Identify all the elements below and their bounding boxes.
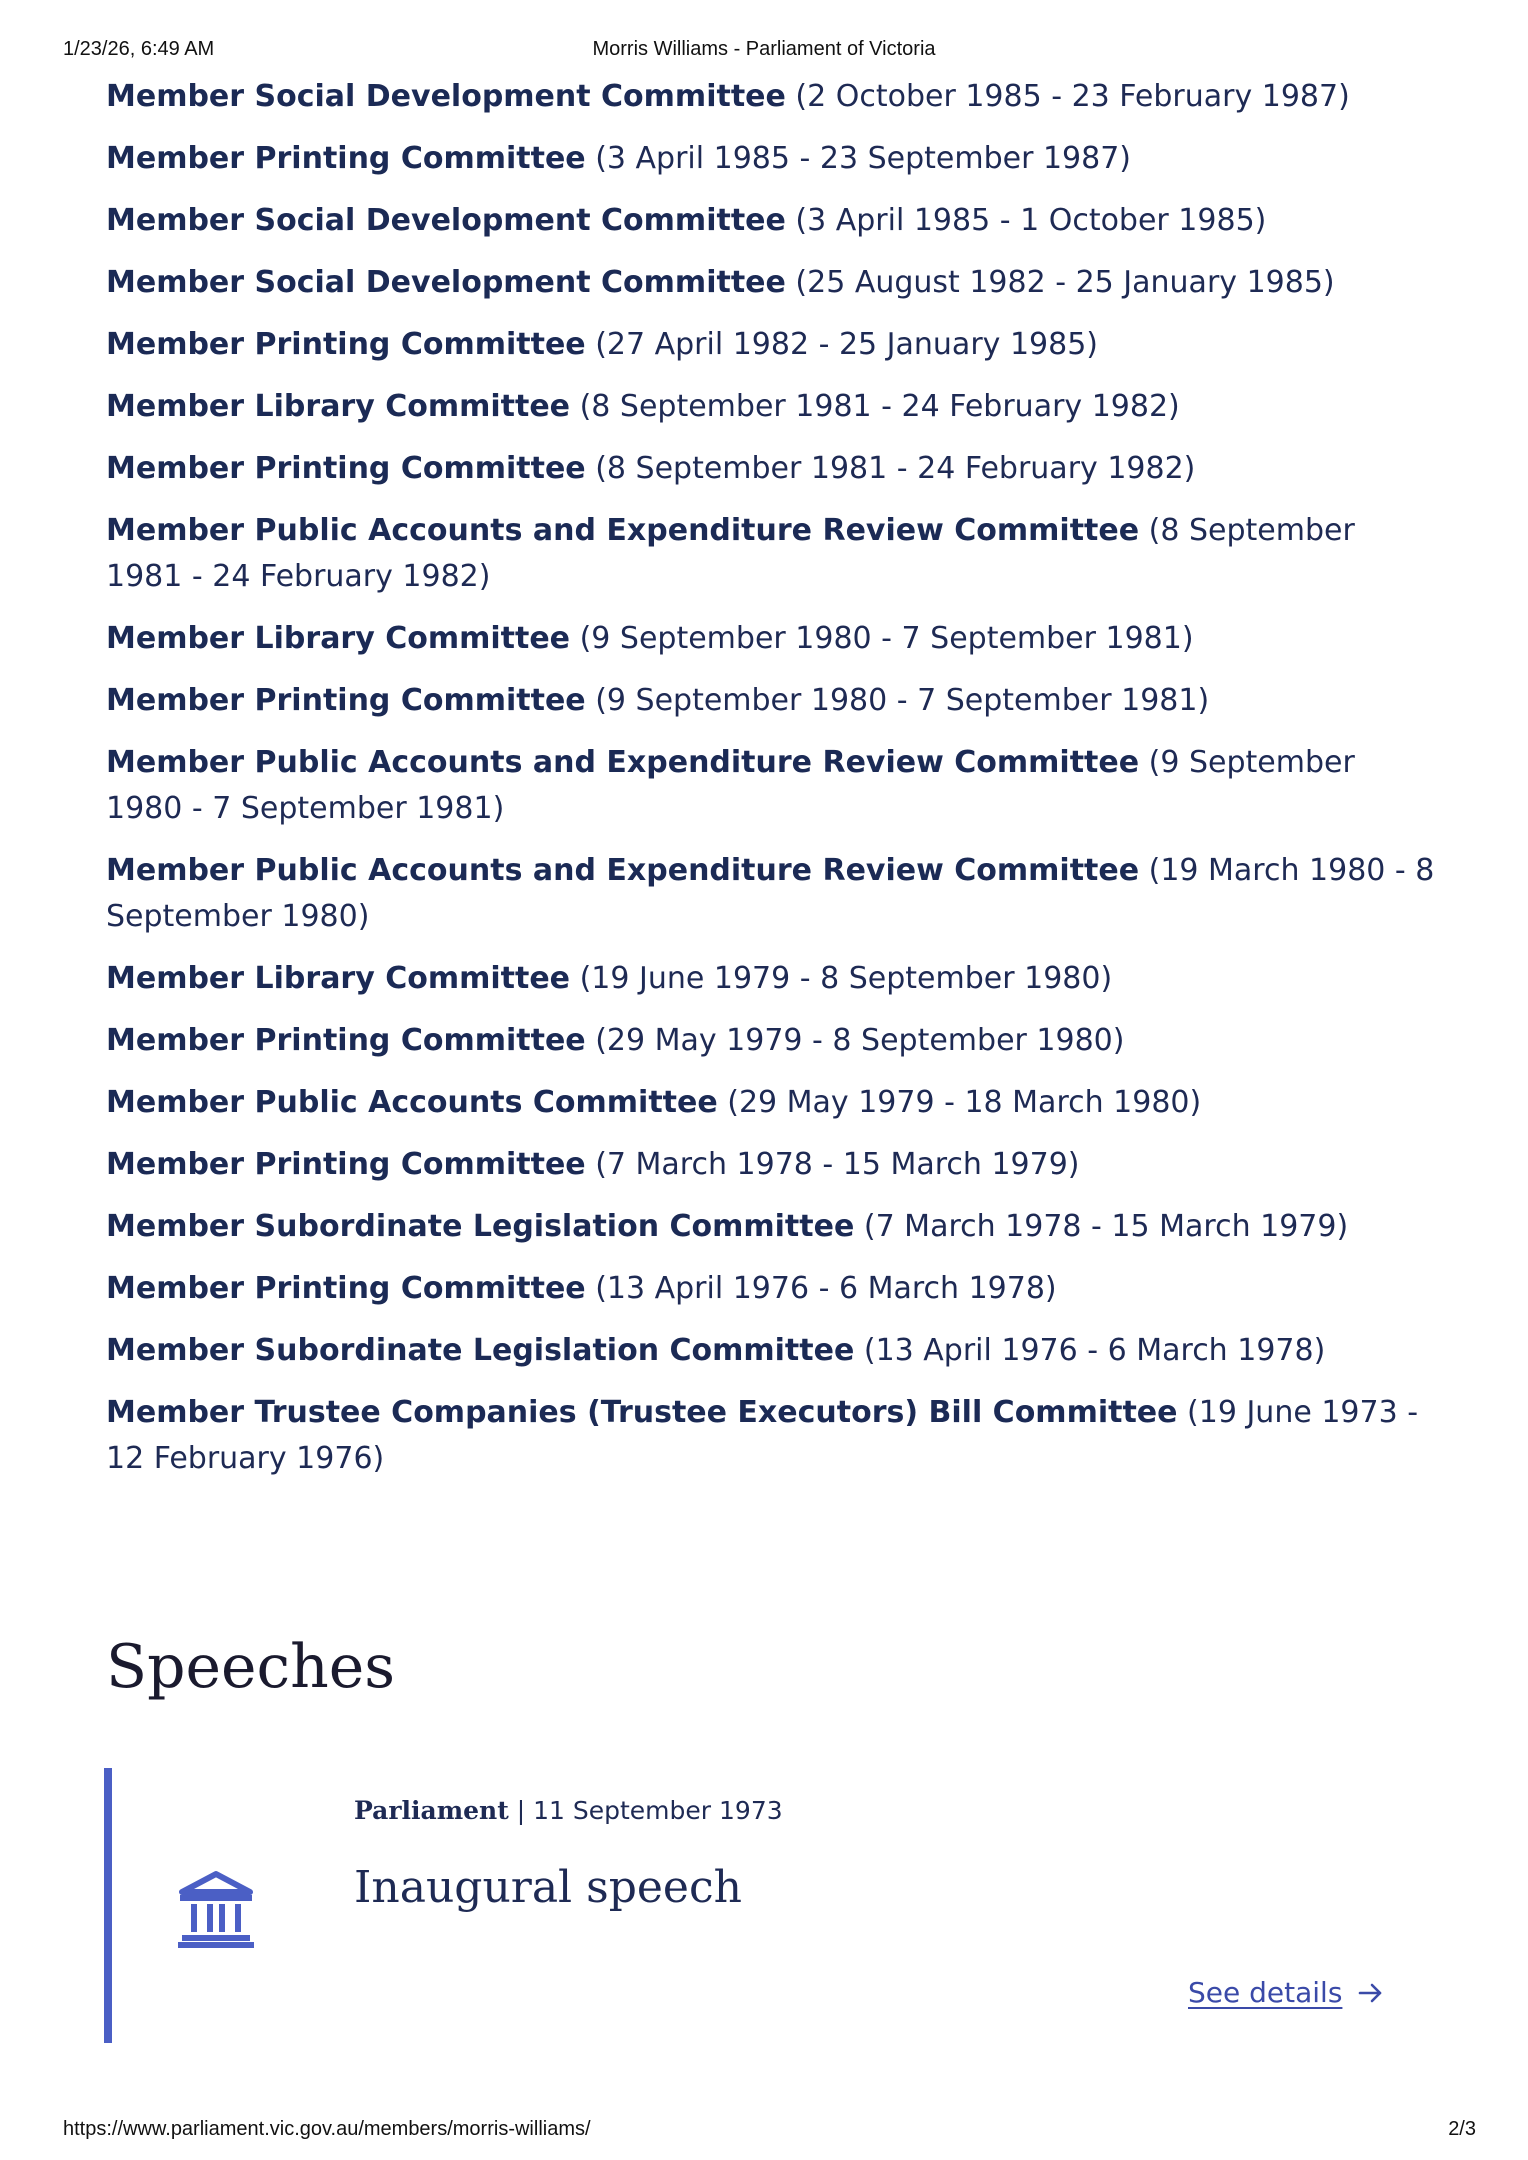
committee-item xyxy=(106,446,1436,492)
committee-dates: (3 April 1985 - 1 October 1985) xyxy=(795,203,1267,238)
committee-item xyxy=(106,136,1436,182)
committee-dates: (13 April 1976 - 6 March 1978) xyxy=(863,1333,1326,1368)
committee-list xyxy=(106,74,1436,1498)
committee-name: Member Printing Committee xyxy=(106,327,586,362)
committee-dates: (8 September 1981 - 24 February 1982) xyxy=(595,451,1196,486)
committee-name: Member Library Committee xyxy=(106,389,571,424)
committee-dates: (25 August 1982 - 25 January 1985) xyxy=(795,265,1335,300)
committee-dates: (29 May 1979 - 18 March 1980) xyxy=(727,1085,1202,1120)
page-number: 2/3 xyxy=(1448,2118,1476,2140)
committee-dates: (8 September 1981 - 24 February 1982) xyxy=(106,513,1355,594)
committee-dates: (7 March 1978 - 15 March 1979) xyxy=(595,1147,1080,1182)
committee-name: Member Printing Committee xyxy=(106,451,586,486)
print-url: https://www.parliament.vic.gov.au/members/morris-williams/ xyxy=(63,2118,591,2140)
committee-dates: (13 April 1976 - 6 March 1978) xyxy=(595,1271,1057,1306)
committee-item xyxy=(106,616,1436,662)
committee-item xyxy=(106,678,1436,724)
committee-dates: (8 September 1981 - 24 February 1982) xyxy=(579,389,1180,424)
committee-item xyxy=(106,260,1436,306)
committee-item xyxy=(106,384,1436,430)
committee-name: Member Printing Committee xyxy=(106,1023,586,1058)
committee-name: Member Subordinate Legislation Committee xyxy=(106,1209,855,1244)
committee-name: Member Public Accounts and Expenditure Review Committee xyxy=(106,745,1140,780)
see-details-label: See details xyxy=(1188,1976,1343,2009)
committee-item xyxy=(106,956,1436,1002)
committee-item xyxy=(106,1390,1436,1482)
committee-item xyxy=(106,740,1436,832)
committee-name: Member Printing Committee xyxy=(106,1271,586,1306)
speech-date: 11 September 1973 xyxy=(533,1796,783,1825)
print-header xyxy=(0,38,1528,68)
print-datetime: 1/23/26, 6:49 AM xyxy=(63,38,215,60)
committee-dates: (29 May 1979 - 8 September 1980) xyxy=(595,1023,1125,1058)
speech-title: Inaugural speech xyxy=(354,1862,742,1913)
committee-item xyxy=(106,1266,1436,1312)
committee-item xyxy=(106,1328,1436,1374)
speeches-heading: Speeches xyxy=(106,1632,396,1702)
committee-name: Member Social Development Committee xyxy=(106,265,786,300)
committee-name: Member Printing Committee xyxy=(106,683,586,718)
committee-item xyxy=(106,1018,1436,1064)
committee-item xyxy=(106,1142,1436,1188)
committee-name: Member Subordinate Legislation Committee xyxy=(106,1333,855,1368)
committee-dates: (19 March 1980 - 8 September 1980) xyxy=(106,853,1435,934)
committee-dates: (3 April 1985 - 23 September 1987) xyxy=(595,141,1131,176)
committee-name: Member Printing Committee xyxy=(106,1147,586,1182)
committee-item xyxy=(106,848,1436,940)
committee-item xyxy=(106,508,1436,600)
committee-name: Member Trustee Companies (Trustee Executors) Bill Committee xyxy=(106,1395,1178,1430)
print-page-title: Morris Williams - Parliament of Victoria xyxy=(592,38,936,60)
meta-separator: | xyxy=(516,1796,526,1825)
speech-meta xyxy=(354,1796,783,1825)
committee-dates: (9 September 1980 - 7 September 1981) xyxy=(579,621,1194,656)
parliament-building-icon xyxy=(174,1868,258,1950)
committee-dates: (9 September 1980 - 7 September 1981) xyxy=(106,745,1355,826)
speech-card[interactable] xyxy=(104,1768,1412,2043)
committee-dates: (19 June 1973 - 12 February 1976) xyxy=(106,1395,1419,1476)
committee-name: Member Library Committee xyxy=(106,961,571,996)
committee-name: Member Public Accounts and Expenditure Review Committee xyxy=(106,513,1140,548)
committee-dates: (27 April 1982 - 25 January 1985) xyxy=(595,327,1098,362)
committee-dates: (7 March 1978 - 15 March 1979) xyxy=(863,1209,1349,1244)
committee-name: Member Printing Committee xyxy=(106,141,586,176)
speech-source: Parliament xyxy=(354,1796,509,1825)
committee-name: Member Library Committee xyxy=(106,621,571,656)
print-footer xyxy=(0,2118,1528,2148)
committee-name: Member Social Development Committee xyxy=(106,203,786,238)
committee-item xyxy=(106,1080,1436,1126)
committee-dates: (19 June 1979 - 8 September 1980) xyxy=(579,961,1113,996)
committee-dates: (9 September 1980 - 7 September 1981) xyxy=(595,683,1210,718)
committee-dates: (2 October 1985 - 23 February 1987) xyxy=(795,79,1350,114)
committee-item xyxy=(106,1204,1436,1250)
committee-name: Member Public Accounts Committee xyxy=(106,1085,718,1120)
see-details-link[interactable] xyxy=(1188,1976,1384,2009)
committee-item xyxy=(106,322,1436,368)
committee-name: Member Social Development Committee xyxy=(106,79,786,114)
committee-item xyxy=(106,198,1436,244)
committee-item xyxy=(106,74,1436,120)
arrow-right-icon xyxy=(1356,1979,1384,2007)
committee-name: Member Public Accounts and Expenditure Review Committee xyxy=(106,853,1140,888)
